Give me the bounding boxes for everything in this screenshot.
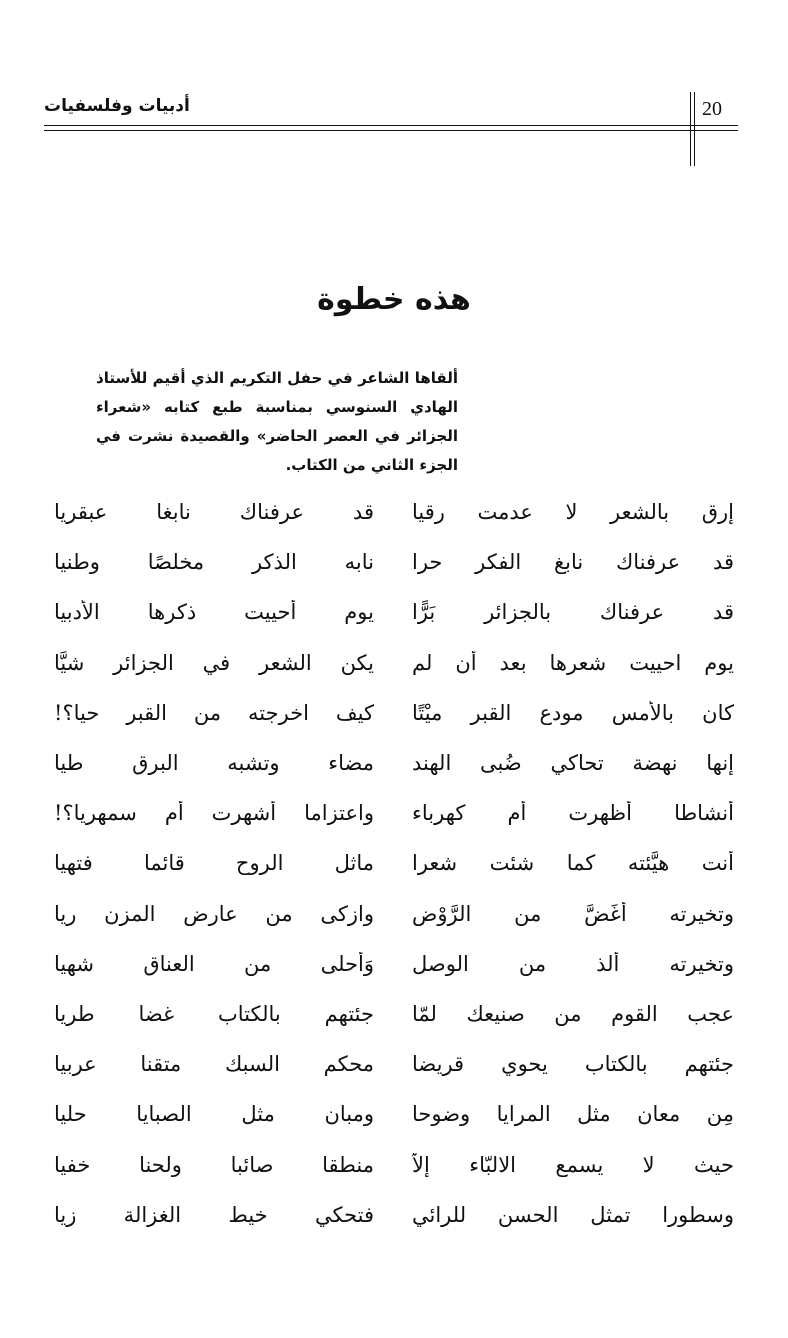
verse-first-hemistich: أنت هيَّئته كما شئت شعرا <box>412 851 734 876</box>
verse-second-hemistich: نابه الذكر مخلصًا وطنيا <box>54 550 374 575</box>
verse-second-hemistich: وَأحلى من العناق شهيا <box>54 951 374 976</box>
verse-first-hemistich: أنشاطا أظهرت أم كهرباء <box>412 801 734 826</box>
verse-line <box>0 1153 788 1193</box>
verse-first-hemistich: عجب القوم من صنيعك لمّا <box>412 1002 734 1026</box>
verse-second-hemistich: مضاء وتشبه البرق طيا <box>54 751 374 775</box>
verse-line <box>0 651 788 691</box>
verse-second-hemistich: منطقا صائبا ولحنا خفيا <box>54 1152 374 1177</box>
verse-first-hemistich: قد عرفناك نابغ الفكر حرا <box>412 550 734 575</box>
verse-first-hemistich: جئتهم بالكتاب يحوي قريضا <box>412 1052 734 1077</box>
verse-second-hemistich: يوم أحييت ذكرها الأدبيا <box>54 600 374 625</box>
verse-second-hemistich: ماثل الروح قائما فتهيا <box>54 851 374 876</box>
verse-second-hemistich: ومبان مثل الصبايا حليا <box>54 1102 374 1127</box>
verse-first-hemistich: إرق بالشعر لا عدمت رقيا <box>412 500 734 524</box>
verse-line <box>0 600 788 640</box>
verse-line <box>0 952 788 992</box>
poem-intro <box>96 364 458 480</box>
verse-line <box>0 851 788 891</box>
verse-second-hemistich: قد عرفناك نابغا عبقريا <box>54 500 374 524</box>
verse-line <box>0 550 788 590</box>
verse-line <box>0 801 788 841</box>
verse-second-hemistich: كيف اخرجته من القبر حيا؟! <box>54 700 374 725</box>
intro-text: ألقاها الشاعر في حفل التكريم الذي أقيم للأستاذ الهادي السنوسي بمناسبة طبع كتابه «شعراء الجزائر في العصر الحاضر» والقصيدة نشرت في الجزء الثاني من الكتاب. <box>96 369 458 474</box>
poem-title: هذه خطوة <box>317 282 471 317</box>
page-number: 20 <box>702 98 722 120</box>
running-header: أدبيات وفلسفيات <box>44 96 190 116</box>
verse-line <box>0 902 788 942</box>
verse-first-hemistich: يوم احييت شعرها بعد أن لم <box>412 650 734 675</box>
verse-line <box>0 1203 788 1243</box>
verse-first-hemistich: وتخيرته أَغَضَّ من الرَّوْض <box>412 901 734 926</box>
verse-line <box>0 701 788 741</box>
verse-line <box>0 1002 788 1042</box>
verse-first-hemistich: وتخيرته ألذ من الوصل <box>412 951 734 976</box>
verse-first-hemistich: مِن معان مثل المرايا وضوحا <box>412 1102 734 1127</box>
verse-first-hemistich: قد عرفناك بالجزائر بَرًّا <box>412 600 734 625</box>
header-vertical-bar <box>694 92 695 166</box>
verse-second-hemistich: واعتزاما أشهرت أم سمهريا؟! <box>54 801 374 826</box>
verse-first-hemistich: كان بالأمس مودع القبر ميْتًا <box>412 700 734 725</box>
verse-second-hemistich: جئتهم بالكتاب غضا طريا <box>54 1002 374 1026</box>
header-rule <box>44 130 738 131</box>
verse-second-hemistich: وازكى من عارض المزن ريا <box>54 901 374 926</box>
verse-second-hemistich: فتحكي خيط الغزالة زيا <box>54 1202 374 1227</box>
verse-second-hemistich: محكم السبك متقنا عربيا <box>54 1052 374 1077</box>
verse-second-hemistich: يكن الشعر في الجزائر شيًّا <box>54 650 374 675</box>
verse-first-hemistich: إنها نهضة تحاكي ضُبى الهند <box>412 751 734 775</box>
header-vertical-bar <box>690 92 691 166</box>
verse-line <box>0 1102 788 1142</box>
verse-line <box>0 751 788 791</box>
verse-first-hemistich: حيث لا يسمع الالبّاء إلاّ <box>412 1152 734 1177</box>
verse-first-hemistich: وسطورا تمثل الحسن للرائي <box>412 1202 734 1227</box>
verse-line <box>0 1052 788 1092</box>
header-rule <box>44 125 738 126</box>
verse-line <box>0 500 788 540</box>
